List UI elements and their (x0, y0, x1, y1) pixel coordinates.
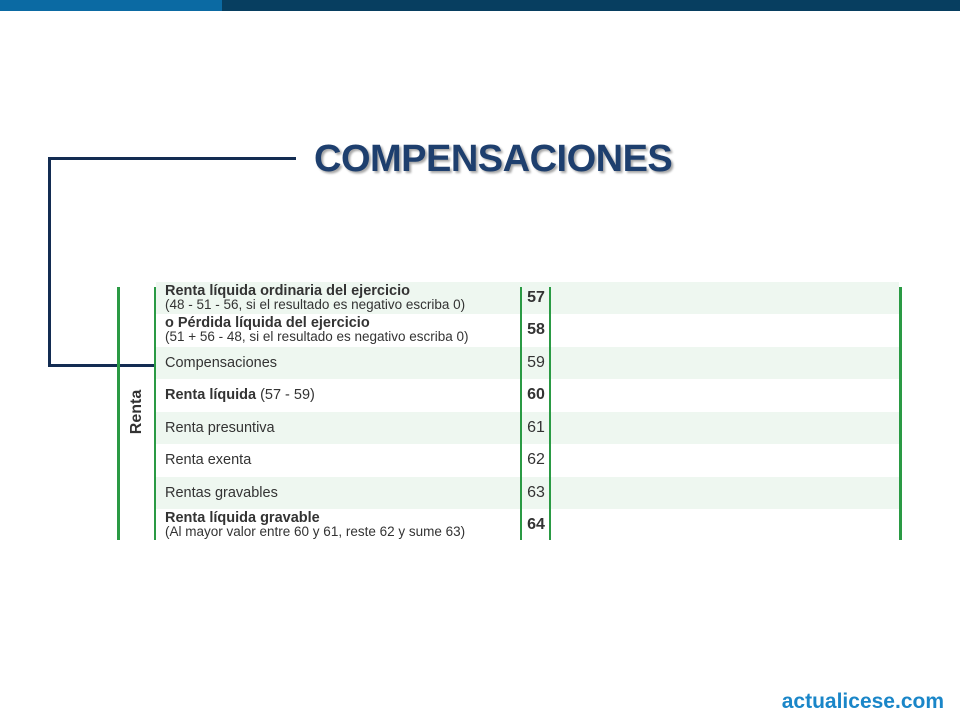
form-row-title-text: o Pérdida líquida del ejercicio (165, 315, 370, 331)
form-border-code-left (520, 287, 522, 540)
form-row-value-field[interactable] (552, 444, 899, 476)
form-row-label (165, 412, 520, 444)
form-row-value-field[interactable] (552, 379, 899, 411)
form-row-title (165, 284, 520, 298)
form-row (156, 477, 899, 509)
form-row-label (165, 347, 520, 379)
form-row-title-text: Renta líquida gravable (165, 510, 320, 526)
top-accent-bar (0, 0, 960, 11)
section-label-text: Renta (128, 389, 146, 435)
form-row-label (165, 379, 520, 411)
brand-logo-text: actualicese.com (781, 690, 944, 713)
form-row (156, 314, 899, 346)
form-row-title-text: Renta líquida (165, 387, 257, 403)
form-row-value-field[interactable] (552, 477, 899, 509)
form-row-title-text: Renta exenta (165, 452, 252, 468)
form-row-code: 58 (527, 321, 545, 338)
section-label (120, 387, 154, 437)
form-row-title-text: Rentas gravables (165, 485, 278, 501)
form-row-code: 62 (527, 451, 545, 468)
form-row-title (165, 388, 520, 402)
form-row-value-field[interactable] (552, 314, 899, 346)
form-row-title (165, 453, 520, 467)
form-row (156, 412, 899, 444)
form-row-label (165, 477, 520, 509)
form-row-title (165, 421, 520, 435)
form-row-title-text: Renta líquida ordinaria del ejercicio (165, 283, 410, 299)
form-row (156, 282, 899, 314)
form-row-code: 57 (527, 289, 545, 306)
form-row (156, 444, 899, 476)
form-row-title (165, 316, 520, 330)
top-accent-bar-light (0, 0, 222, 11)
form-row-code: 64 (527, 516, 545, 533)
form-row-value-field[interactable] (552, 347, 899, 379)
form-row-label (165, 282, 520, 314)
form-row-code: 63 (527, 484, 545, 501)
form-border-right (899, 287, 902, 540)
form-row-label (165, 509, 520, 541)
form-row-title-text: Compensaciones (165, 355, 278, 371)
form-row-instruction: (Al mayor valor entre 60 y 61, reste 62 y sume 63) (165, 524, 466, 539)
form-row-instruction: (51 + 56 - 48, si el resultado es negativo escriba 0) (165, 329, 469, 344)
form-row-value-field[interactable] (552, 282, 899, 314)
form-row-code: 60 (527, 386, 545, 403)
form-border-section (154, 287, 156, 540)
form-row-code: 59 (527, 354, 545, 371)
form-row-code: 61 (527, 419, 545, 436)
form-row-value-field[interactable] (552, 412, 899, 444)
form-row-value-field[interactable] (552, 509, 899, 541)
form-row-instruction: (48 - 51 - 56, si el resultado es negativo escriba 0) (165, 297, 466, 312)
form-row-label (165, 314, 520, 346)
form-row (156, 509, 899, 541)
top-accent-bar-dark (222, 0, 960, 11)
callout-connector-vertical (48, 157, 51, 367)
form-row-title-text: Renta presuntiva (165, 420, 275, 436)
callout-connector-top (48, 157, 296, 160)
form-row-formula: (57 - 59) (256, 387, 315, 403)
form-row-title (165, 356, 520, 370)
form-row-title (165, 511, 520, 525)
slide-title: COMPENSACIONES (314, 138, 673, 180)
form-row-title (165, 486, 520, 500)
tax-form-excerpt (117, 283, 902, 540)
form-row (156, 347, 899, 379)
form-border-code-right (549, 287, 551, 540)
form-row-label (165, 444, 520, 476)
form-row (156, 379, 899, 411)
